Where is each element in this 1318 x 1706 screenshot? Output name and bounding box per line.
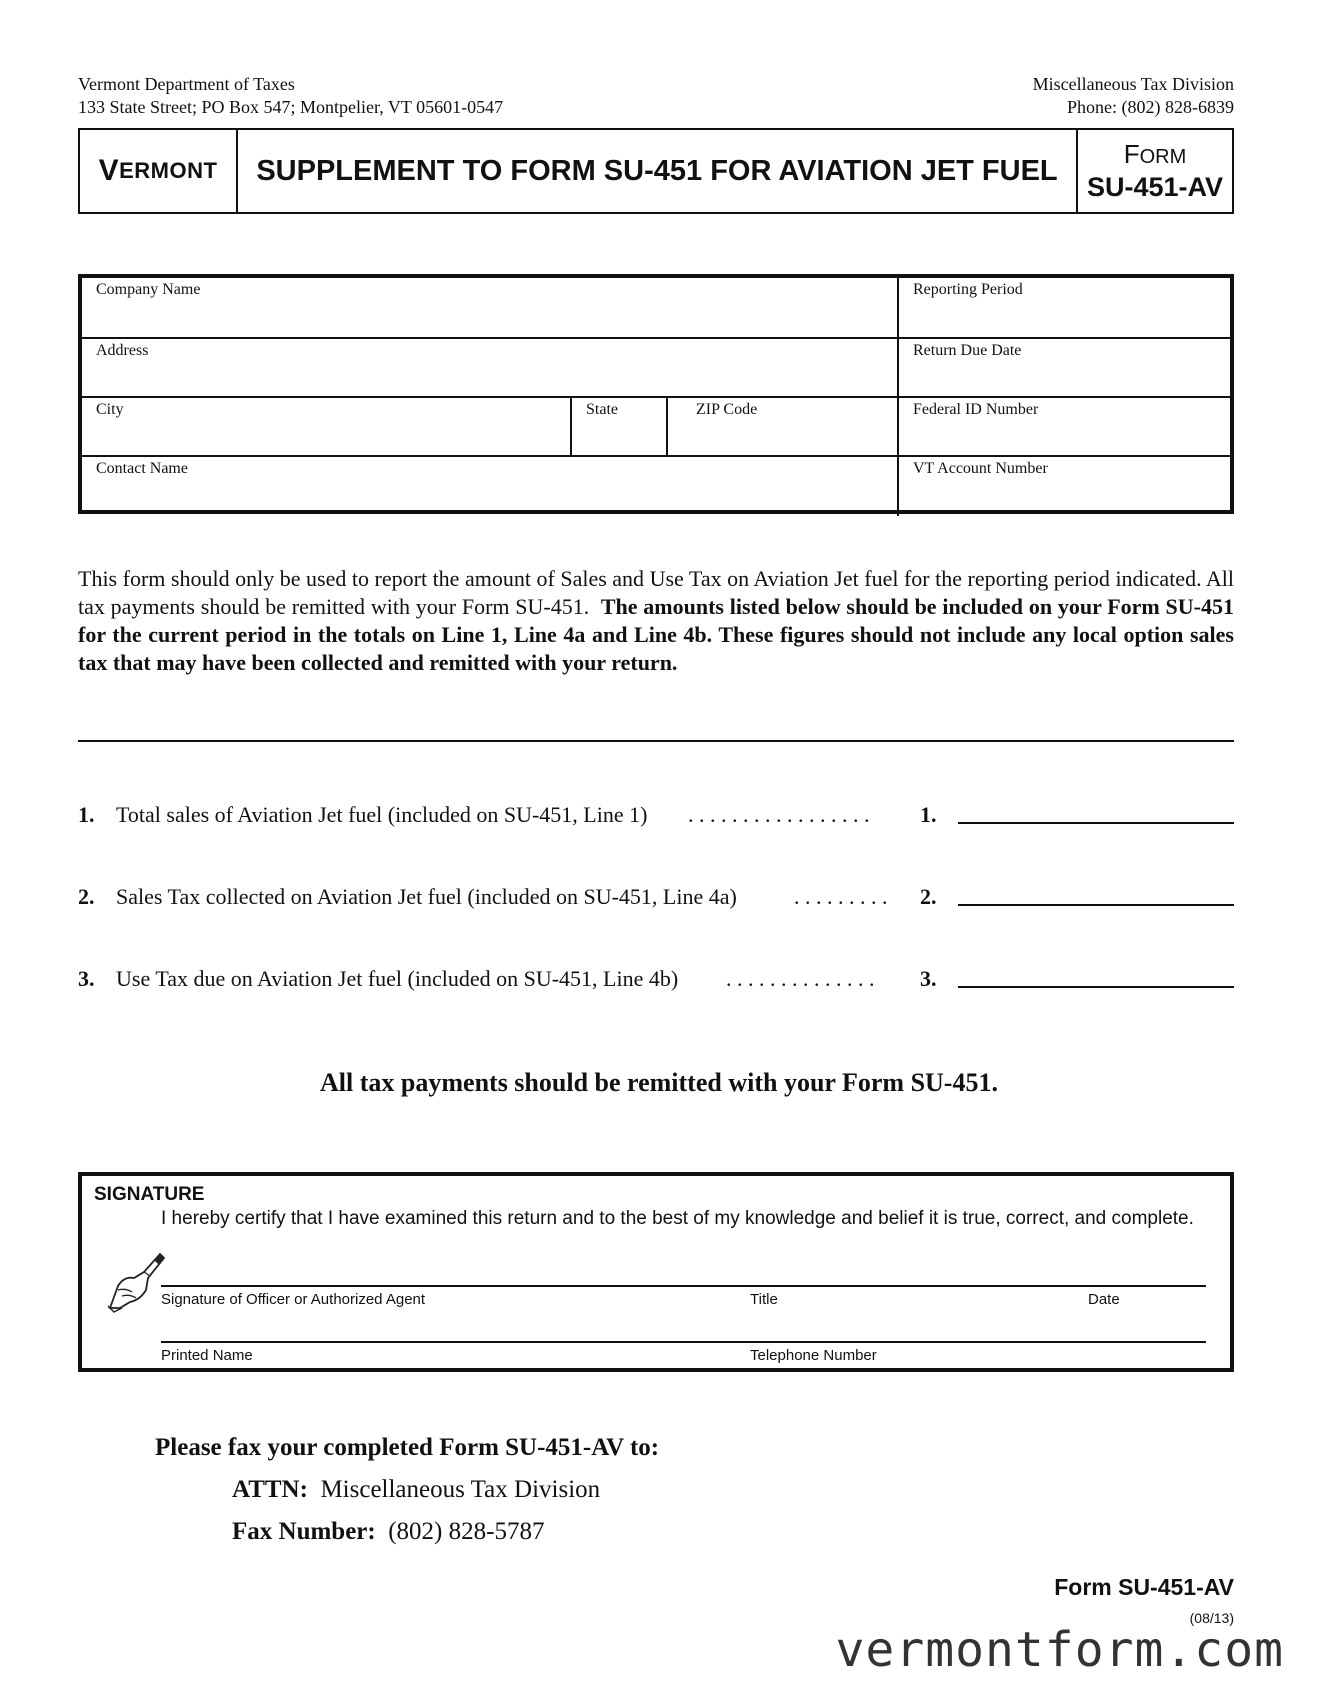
form-word: [1124, 140, 1187, 171]
form-number-block: [1078, 130, 1232, 212]
signature-heading: SIGNATURE: [94, 1184, 205, 1205]
state-field-label: State: [586, 401, 618, 418]
instructions-plain-text: This form should only be used to report the amount of Sales and Use Tax on Aviation Jet fuel for the reporting period indicated. All tax payments should be remitted with your Form SU-451.: [78, 566, 1234, 619]
line-box-number: 1.: [920, 802, 937, 827]
state-field[interactable]: [570, 398, 666, 457]
return-due-date-field[interactable]: [897, 339, 1230, 398]
certification-text: I hereby certify that I have examined this return and to the best of my knowledge and belief it is true, correct, and complete.: [161, 1208, 1194, 1229]
title-box: [78, 128, 1234, 214]
line-item-3: [78, 964, 1234, 994]
company-name-field[interactable]: [82, 278, 897, 337]
reporting-period-label: Reporting Period: [913, 281, 1023, 298]
section-divider: [78, 740, 1234, 742]
line-item-1: [78, 800, 1234, 830]
address-field[interactable]: [82, 339, 897, 398]
line-number: 3.: [78, 966, 95, 991]
leader-dots: . . . . . . . . . . . . . .: [726, 966, 875, 991]
zip-code-label: ZIP Code: [696, 401, 758, 418]
line-2-amount-input[interactable]: [958, 904, 1234, 906]
line-description: Sales Tax collected on Aviation Jet fuel (included on SU-451, Line 4a): [116, 884, 737, 909]
return-due-date-label: Return Due Date: [913, 342, 1022, 359]
line-box-number: 2.: [920, 884, 937, 909]
fax-number: [232, 1518, 544, 1546]
vt-account-number-field[interactable]: [897, 457, 1230, 516]
signature-box: [78, 1172, 1234, 1372]
pen-hand-icon: [104, 1246, 166, 1316]
agency-address: 133 State Street; PO Box 547; Montpelier, VT 05601-0547: [78, 97, 504, 117]
taxpayer-info-grid: [78, 274, 1234, 514]
agency-address-block: [78, 73, 503, 119]
line-1-amount-input[interactable]: [958, 822, 1234, 824]
telephone-label: Telephone Number: [750, 1347, 877, 1364]
company-name-label: Company Name: [96, 281, 201, 298]
federal-id-label: Federal ID Number: [913, 401, 1039, 418]
info-row: [82, 455, 1230, 516]
zip-code-field[interactable]: [666, 398, 897, 457]
signature-label: Signature of Officer or Authorized Agent: [161, 1291, 426, 1308]
division-name: Miscellaneous Tax Division: [1032, 74, 1234, 94]
division-phone: Phone: (802) 828-6839: [1067, 97, 1234, 117]
footer-form-id: Form SU-451-AV: [1054, 1574, 1234, 1600]
contact-name-field[interactable]: [82, 457, 897, 516]
form-title-text: SUPPLEMENT TO FORM SU-451 FOR AVIATION JET FUEL: [256, 154, 1058, 187]
address-label: Address: [96, 342, 149, 359]
title-label: Title: [750, 1291, 778, 1308]
fax-value: (802) 828-5787: [388, 1518, 545, 1545]
vt-account-number-label: VT Account Number: [913, 460, 1048, 477]
attn-label: ATTN:: [232, 1476, 308, 1503]
line-number: 2.: [78, 884, 95, 909]
remit-note: All tax payments should be remitted with your Form SU-451.: [320, 1068, 998, 1097]
city-field[interactable]: [82, 398, 570, 457]
federal-id-field[interactable]: [897, 398, 1230, 457]
form-word-rest: ORM: [1139, 145, 1187, 168]
state-label: [80, 130, 238, 212]
form-title: [238, 130, 1078, 212]
instructions-bold-text: The amounts listed below should be included on your Form SU-451 for the current period in the totals on Line 1, Line 4a and Line 4b. These figures should not include any local option sales tax that may have been collected and remitted with your return.: [78, 594, 1234, 675]
printed-name-line[interactable]: [161, 1341, 1206, 1343]
info-row: [82, 278, 1230, 337]
city-label: City: [96, 401, 124, 418]
reporting-period-field[interactable]: [897, 278, 1230, 337]
line-number: 1.: [78, 802, 95, 827]
watermark: vermontform.com: [835, 1622, 1284, 1678]
date-label: Date: [1088, 1291, 1120, 1308]
fax-heading: Please fax your completed Form SU-451-AV to:: [155, 1434, 660, 1461]
info-row: [82, 396, 1230, 457]
instructions-paragraph: [78, 565, 1234, 677]
printed-name-label: Printed Name: [161, 1347, 253, 1364]
info-row: [82, 337, 1230, 398]
state-label-initial: V: [98, 154, 120, 187]
line-item-2: [78, 882, 1234, 912]
footer-revision: (08/13): [1189, 1610, 1234, 1626]
contact-name-label: Contact Name: [96, 460, 188, 477]
attn-value: Miscellaneous Tax Division: [320, 1476, 601, 1503]
line-box-number: 3.: [920, 966, 937, 991]
line-description: Total sales of Aviation Jet fuel (included on SU-451, Line 1): [116, 802, 648, 827]
form-number: SU-451-AV: [1086, 171, 1224, 202]
line-description: Use Tax due on Aviation Jet fuel (included on SU-451, Line 4b): [116, 966, 679, 991]
state-label-rest: ERMONT: [119, 158, 218, 183]
leader-dots: . . . . . . . . . . . . . . . . .: [688, 802, 870, 827]
division-block: [1033, 73, 1234, 119]
fax-label: Fax Number:: [232, 1518, 376, 1545]
form-word-initial: F: [1123, 138, 1140, 169]
fax-attn: [232, 1476, 600, 1504]
line-3-amount-input[interactable]: [958, 986, 1234, 988]
leader-dots: . . . . . . . . .: [794, 884, 888, 909]
agency-name: Vermont Department of Taxes: [78, 74, 295, 94]
signature-line[interactable]: [161, 1285, 1206, 1287]
